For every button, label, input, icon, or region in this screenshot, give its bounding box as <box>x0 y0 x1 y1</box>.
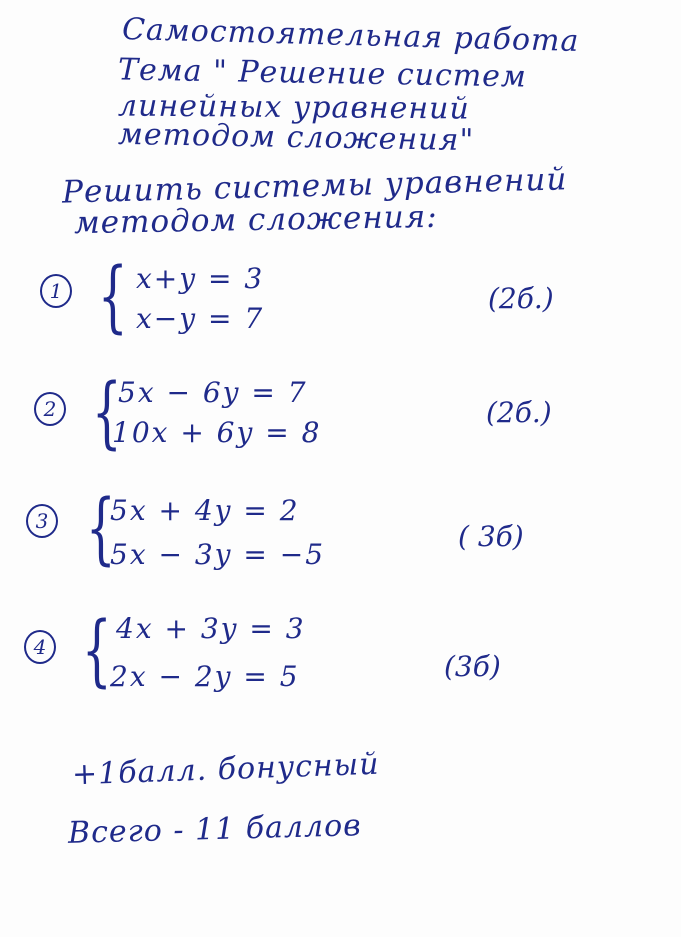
title-line-1: Самостоятельная работа <box>121 12 580 59</box>
equation-3b: 5x − 3y = −5 <box>110 538 326 571</box>
equation-1a: x+y = 3 <box>136 262 265 295</box>
equation-4a: 4x + 3y = 3 <box>116 612 306 645</box>
points-3: ( 3б) <box>458 520 524 553</box>
equation-3a: 5x + 4y = 2 <box>110 494 300 527</box>
title-line-3: линейных уравнений <box>117 88 470 127</box>
brace-icon: { <box>97 252 128 342</box>
points-4: (3б) <box>444 650 501 683</box>
equation-1b: x−y = 7 <box>136 302 265 335</box>
brace-icon: { <box>91 368 122 458</box>
problem-number-3: 3 <box>26 504 58 538</box>
task-instruction-line-2: методом сложения: <box>73 198 438 242</box>
equation-4b: 2x − 2y = 5 <box>110 660 300 693</box>
title-line-2: Тема " Решение систем <box>117 52 528 95</box>
problem-number-1: 1 <box>40 274 72 308</box>
points-2: (2б.) <box>486 396 552 429</box>
equation-2b: 10x + 6y = 8 <box>112 416 322 449</box>
brace-icon: { <box>81 606 112 696</box>
title-line-4: методом сложения" <box>117 116 475 159</box>
task-instruction-line-1: Решить системы уравнений <box>61 161 568 211</box>
problem-number-2: 2 <box>34 392 66 426</box>
problem-number-4: 4 <box>24 630 56 664</box>
equation-2a: 5x − 6y = 7 <box>118 376 308 409</box>
total-points: Всего - 11 баллов <box>67 808 363 851</box>
points-1: (2б.) <box>488 282 554 315</box>
bonus-note: +1балл. бонусный <box>71 746 381 793</box>
brace-icon: { <box>85 484 116 574</box>
